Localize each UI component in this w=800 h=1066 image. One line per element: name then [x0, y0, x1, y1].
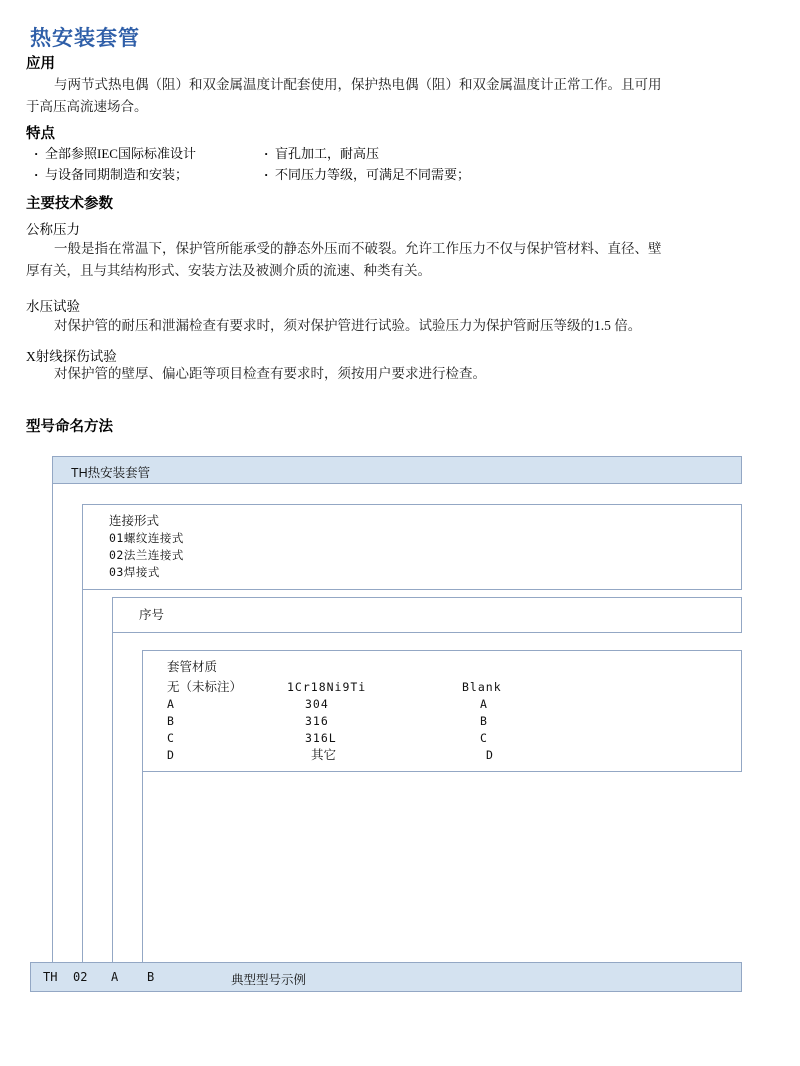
material-code: A — [167, 697, 175, 711]
feature-left-1: · 全部参照IEC国际标准设计 — [34, 143, 264, 164]
connection-option-1: 01螺纹连接式 — [109, 531, 184, 545]
model-naming-diagram — [30, 447, 770, 1007]
text-nominal-pressure: 一般是指在常温下，保护管所能承受的静态外压而不破裂。允许工作压力不仅与保护管材料、直径、壁厚有关，且与其结构形式、安装方法及被测介质的流速、种类有关。 — [26, 241, 662, 278]
feature-right-1: · 盲孔加工，耐高压 — [264, 143, 564, 164]
section-heading-model-naming: 型号命名方法 — [26, 419, 113, 435]
section-heading-application: 应用 — [26, 56, 55, 72]
list-item — [34, 143, 594, 164]
material-name: 其它 — [311, 748, 337, 762]
feature-right-2: · 不同压力等级，可满足不同需要； — [264, 164, 564, 185]
table-row — [167, 679, 596, 696]
connector-line-connection — [82, 522, 83, 977]
text-hydrostatic-test: 对保护管的耐压和泄漏检查有要求时，须对保护管进行试验。试验压力为保护管耐压等级的1.5 倍。 — [54, 318, 642, 333]
table-row — [167, 696, 596, 713]
material-code: 无（未标注） — [167, 680, 243, 694]
text-xray-test: 对保护管的壁厚、偏心距等项目检查有要求时，须按用户要求进行检查。 — [54, 366, 486, 381]
table-row — [167, 730, 596, 747]
material-label: 套管材质 — [167, 660, 218, 674]
connection-option-3: 03焊接式 — [109, 565, 160, 579]
material-suffix: A — [480, 697, 488, 711]
material-suffix: C — [480, 731, 488, 745]
material-name: 1Cr18Ni9Ti — [287, 680, 367, 694]
subheading-nominal-pressure: 公称压力 — [26, 222, 80, 237]
serial-number-box — [112, 597, 742, 633]
material-suffix: Blank — [462, 680, 502, 694]
connector-line-th — [52, 479, 53, 977]
material-suffix: B — [480, 714, 488, 728]
table-row — [167, 747, 596, 764]
section-heading-features: 特点 — [26, 126, 55, 142]
example-model-bar — [30, 962, 742, 992]
material-table — [167, 679, 596, 764]
material-name: 304 — [305, 697, 329, 711]
connection-option-2: 02法兰连接式 — [109, 548, 184, 562]
list-item — [34, 164, 594, 185]
feature-left-2: · 与设备同期制造和安装； — [34, 164, 264, 185]
material-code: C — [167, 731, 175, 745]
serial-number-label: 序号 — [139, 608, 165, 622]
example-cell-connection: 02 — [73, 970, 88, 984]
example-cell-serial: A — [111, 970, 119, 984]
connector-line-serial — [112, 615, 113, 977]
subheading-hydrostatic-test: 水压试验 — [26, 299, 80, 314]
subheading-xray-test: X射线探伤试验 — [26, 349, 117, 364]
page-title: 热安装套管 — [30, 27, 140, 51]
material-suffix: D — [486, 748, 494, 762]
example-cell-th: TH — [43, 970, 58, 984]
section-heading-parameters: 主要技术参数 — [26, 196, 113, 212]
table-row — [167, 713, 596, 730]
model-top-bar — [52, 456, 742, 484]
material-code: B — [167, 714, 175, 728]
model-top-bar-label: TH热安装套管 — [71, 466, 151, 480]
connection-type-box — [82, 504, 742, 590]
material-code: D — [167, 748, 175, 762]
example-caption: 典型型号示例 — [231, 973, 307, 987]
material-name: 316 — [305, 714, 329, 728]
example-cell-material: B — [147, 970, 155, 984]
connection-type-label: 连接形式 — [109, 514, 160, 528]
feature-list — [34, 143, 594, 185]
material-box — [142, 650, 742, 772]
section-text-application: 与两节式热电偶（阻）和双金属温度计配套使用，保护热电偶（阻）和双金属温度计正常工作。且可用于高压高流速场合。 — [26, 77, 662, 114]
material-name: 316L — [305, 731, 337, 745]
